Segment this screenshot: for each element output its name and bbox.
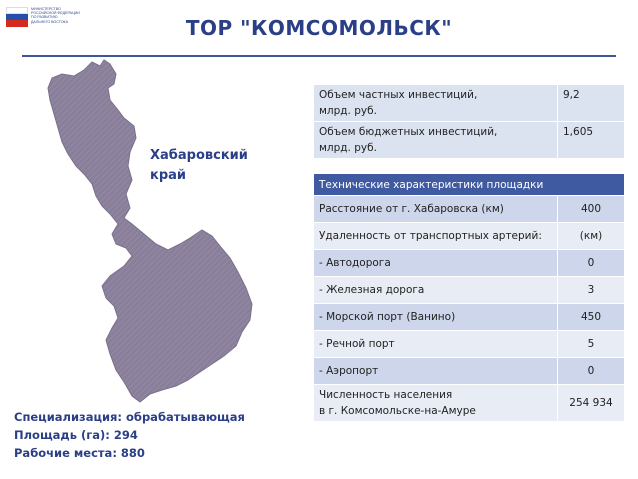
title-divider xyxy=(22,55,616,57)
row-label xyxy=(314,385,558,422)
investment-value: 9,2 xyxy=(558,85,625,122)
row-value: 400 xyxy=(558,196,625,223)
khabarovsk-region-shape xyxy=(48,60,252,402)
page-title: ТОР "КОМСОМОЛЬСК" xyxy=(185,16,453,40)
row-value: (км) xyxy=(558,223,625,250)
region-map-icon xyxy=(40,58,280,408)
label-line: Численность населения xyxy=(319,389,453,401)
logo-line: ПО РАЗВИТИЮ xyxy=(31,15,58,20)
label-line: млрд. руб. xyxy=(319,105,377,117)
table-row xyxy=(314,122,625,159)
row-label: - Аэропорт xyxy=(314,358,558,385)
logo-line: РОССИЙСКОЙ ФЕДЕРАЦИИ xyxy=(31,11,80,16)
investments-table xyxy=(313,84,625,159)
row-label: Удаленность от транспортных артерий: xyxy=(314,223,558,250)
region-label xyxy=(150,146,248,186)
table-header-row xyxy=(314,174,625,196)
row-value: 0 xyxy=(558,358,625,385)
table-row xyxy=(314,223,625,250)
table-row xyxy=(314,250,625,277)
table-row xyxy=(314,331,625,358)
row-label: - Морской порт (Ванино) xyxy=(314,304,558,331)
row-label: - Автодорога xyxy=(314,250,558,277)
label-line: Объем частных инвестиций, xyxy=(319,89,478,101)
tech-characteristics-table xyxy=(313,173,625,422)
specialization-text: Специализация: обрабатывающая xyxy=(14,410,245,424)
table-header: Технические характеристики площадки xyxy=(314,174,625,196)
table-row xyxy=(314,358,625,385)
investment-label xyxy=(314,122,558,159)
row-value: 254 934 xyxy=(558,385,625,422)
row-value: 450 xyxy=(558,304,625,331)
table-row xyxy=(314,85,625,122)
jobs-text: Рабочие места: 880 xyxy=(14,446,145,460)
logo-line: ДАЛЬНЕГО ВОСТОКА xyxy=(31,19,69,24)
area-text: Площадь (га): 294 xyxy=(14,428,138,442)
row-value: 3 xyxy=(558,277,625,304)
row-value: 0 xyxy=(558,250,625,277)
table-row xyxy=(314,385,625,422)
logo-line: МИНИСТЕРСТВО xyxy=(31,7,61,11)
table-row xyxy=(314,304,625,331)
label-line: млрд. руб. xyxy=(319,142,377,154)
row-label: Расстояние от г. Хабаровска (км) xyxy=(314,196,558,223)
row-value: 5 xyxy=(558,331,625,358)
zone-summary xyxy=(14,408,245,462)
label-line: в г. Комсомольске-на-Амуре xyxy=(319,405,476,417)
table-row xyxy=(314,277,625,304)
investment-label xyxy=(314,85,558,122)
region-label-line: Хабаровский xyxy=(150,148,248,163)
row-label: - Речной порт xyxy=(314,331,558,358)
investment-value: 1,605 xyxy=(558,122,625,159)
row-label: - Железная дорога xyxy=(314,277,558,304)
region-label-line: край xyxy=(150,168,187,183)
table-row xyxy=(314,196,625,223)
label-line: Объем бюджетных инвестиций, xyxy=(319,126,498,138)
